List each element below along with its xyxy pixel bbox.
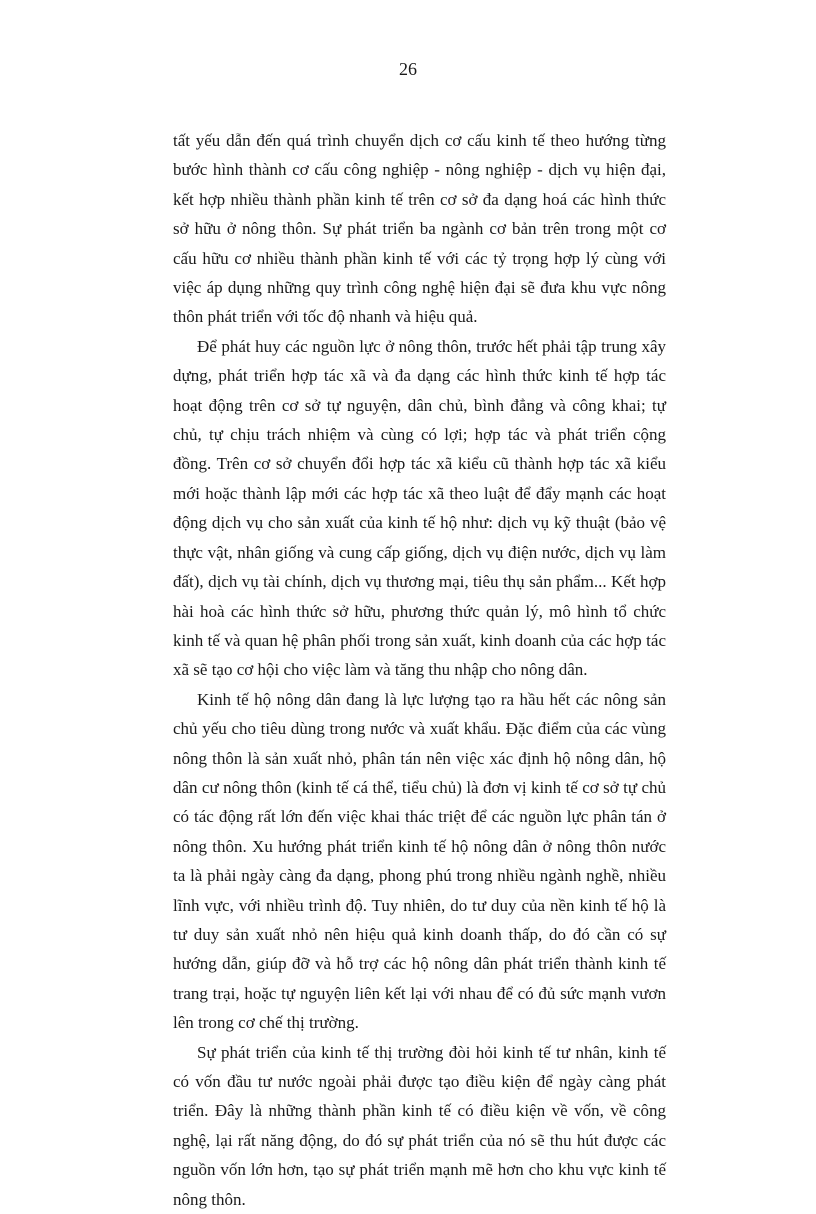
paragraph-1: tất yếu dẫn đến quá trình chuyển dịch cơ cấu kinh tế theo hướng từng bước hình thành cơ cấu công nghiệp - nông nghiệp - dịch vụ hiện đại, kết hợp nhiều thành phần kinh tế trên cơ sở đa dạng hoá các hình thức sở hữu ở nông thôn. Sự phát triển ba ngành cơ bản trên trong một cơ cấu hữu cơ nhiều thành phần kinh tế với các tỷ trọng hợp lý cùng với việc áp dụng những quy trình công nghệ hiện đại sẽ đưa khu vực nông thôn phát triển với tốc độ nhanh và hiệu quả. [173,131,666,327]
paragraph-2: Để phát huy các nguồn lực ở nông thôn, trước hết phải tập trung xây dựng, phát triển hợp tác xã và đa dạng các hình thức kinh tế hợp tác hoạt động trên cơ sở tự nguyện, dân chủ, bình đẳng và công khai; tự chủ, tự chịu trách nhiệm và cùng có lợi; hợp tác và phát triển cộng đồng. Trên cơ sở chuyển đổi hợp tác xã kiểu cũ thành hợp tác xã kiểu mới hoặc thành lập mới các hợp tác xã theo luật để đẩy mạnh các hoạt động dịch vụ cho sản xuất của kinh tế hộ như: dịch vụ kỹ thuật (bảo vệ thực vật, nhân giống và cung cấp giống, dịch vụ điện nước, dịch vụ làm đất), dịch vụ tài chính, dịch vụ thương mại, tiêu thụ sản phẩm... Kết hợp hài hoà các hình thức sở hữu, phương thức quản lý, mô hình tổ chức kinh tế và quan hệ phân phối trong sản xuất, kinh doanh của các hợp tác xã sẽ tạo cơ hội cho việc làm và tăng thu nhập cho nông dân. [173,336,666,680]
body-text [173,126,666,1214]
page-number: 26 [399,59,417,79]
paragraph-3: Kinh tế hộ nông dân đang là lực lượng tạo ra hầu hết các nông sản chủ yếu cho tiêu dùng trong nước và xuất khẩu. Đặc điểm của các vùng nông thôn là sản xuất nhỏ, phân tán nên việc xác định hộ nông dân, hộ dân cư nông thôn (kinh tế cá thể, tiểu chủ) là đơn vị kinh tế cơ sở tự chủ có tác động rất lớn đến việc khai thác triệt để các nguồn lực phân tán ở nông thôn. Xu hướng phát triển kinh tế hộ nông dân ở nông thôn nước ta là phải ngày càng đa dạng, phong phú trong nhiều ngành nghề, nhiều lĩnh vực, với nhiều trình độ. Tuy nhiên, do tư duy của nền kinh tế hộ là tư duy sản xuất nhỏ nên hiệu quả kinh doanh thấp, do đó cần có sự hướng dẫn, giúp đỡ và hỗ trợ các hộ nông dân phát triển thành kinh tế trang trại, hoặc tự nguyện liên kết lại với nhau để có đủ sức mạnh vươn lên trong cơ chế thị trường. [173,689,666,1033]
paragraph-4: Sự phát triển của kinh tế thị trường đòi hỏi kinh tế tư nhân, kinh tế có vốn đầu tư nước ngoài phải được tạo điều kiện để ngày càng phát triển. Đây là những thành phần kinh tế có điều kiện về vốn, về công nghệ, lại rất năng động, do đó sự phát triển của nó sẽ thu hút được các nguồn vốn lớn hơn, tạo sự phát triển mạnh mẽ hơn cho khu vực kinh tế nông thôn. [173,1042,666,1209]
